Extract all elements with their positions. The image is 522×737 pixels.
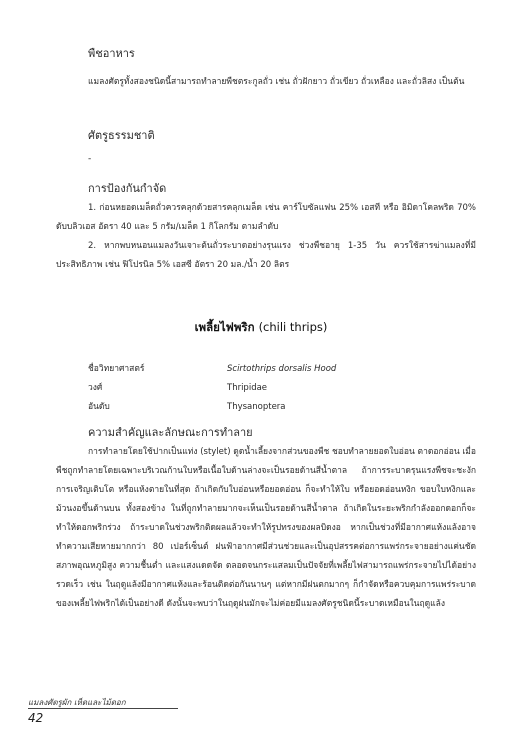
- taxonomy-row-family: [88, 380, 267, 394]
- taxonomy-label: ชื่อวิทยาศาสตร์: [88, 364, 145, 374]
- title-thai: เพลี้ยไฟพริก: [194, 320, 255, 334]
- page-number: 42: [28, 711, 44, 725]
- importance-heading: ความสำคัญและลักษณะการทำลาย: [88, 426, 253, 439]
- control-item-2: [56, 237, 476, 275]
- host-plants-heading: พืชอาหาร: [88, 47, 135, 60]
- footer-divider: [28, 708, 178, 709]
- natural-enemies-heading: ศัตรูธรรมชาติ: [88, 129, 155, 142]
- taxonomy-label: วงศ์: [88, 383, 103, 393]
- taxonomy-row-order: [88, 399, 286, 413]
- control-heading: การป้องกันกำจัด: [88, 182, 167, 195]
- host-plants-paragraph: [56, 73, 476, 92]
- control-item-1: [56, 199, 476, 237]
- footer-book-title: แมลงศัตรูผัก เห็ดและไม้ดอก: [28, 698, 126, 707]
- taxonomy-row-scientific-name: [88, 361, 336, 375]
- page-title: [0, 319, 522, 337]
- taxonomy-label: อันดับ: [88, 402, 110, 412]
- control-item-1-text: 1. ก่อนหยอดเมล็ดถั่วควรคลุกด้วยสารคลุกเมล็ด เช่น คาร์โบซัลแฟน 25% เอสที หรือ อิมิดาโคลพริด 70% ดับบลิวเอส อัตรา 40 และ 5 กรัม/เมล็ด 1 กิโลกรัม ตามลำดับ: [56, 203, 476, 232]
- natural-enemies-text: -: [88, 154, 92, 164]
- control-item-2-text: 2. หากพบหนอนแมลงวันเจาะต้นถั่วระบาดอย่างรุนแรง ช่วงพืชอายุ 1-35 วัน ควรใช้สารฆ่าแมลงที่มีประสิทธิภาพ เช่น ฟิโปรนิล 5% เอสซี อัตรา 20 มล./น้ำ 20 ลิตร: [56, 241, 476, 270]
- taxonomy-value: Thripidae: [227, 383, 268, 393]
- host-plants-text: แมลงศัตรูทั้งสองชนิดนี้สามารถทำลายพืชตระกูลถั่ว เช่น ถั่วฝักยาว ถั่วเขียว ถั่วเหลือง และถั่วลิสง เป็นต้น: [88, 77, 465, 87]
- importance-text: การทำลายโดยใช้ปากเป็นแท่ง (stylet) ดูดน้ำเลี้ยงจากส่วนของพืช ชอบทำลายยอดใบอ่อน ตาดอกอ่อน เมื่อพืชถูกทำลายโดยเฉพาะบริเวณก้านใบหรือเนื้อใบด้านล่างจะเป็นรอยด้านสีน้ำตาล ถ้าการระบาดรุนแรงพืชจะชะงักการเจริญเติบโต หรือแห้งตายในที่สุด ถ้าเกิดกับใบอ่อนหรือยอดอ่อน ก็จะทำให้ใบ หรือยอดอ่อนหงิก ขอบใบหงิกและม้วนงอขึ้นด้านบน ทั้งสองข้าง ในที่ถูกทำลายมากจะเห็นเป็นรอยด้านสีน้ำตาล ถ้าเกิดในระยะพริกกำลังออกดอกก็จะทำให้ดอกพริกร่วง ถ้าระบาดในช่วงพริกติดผลแล้วจะทำให้รูปทรงของผลบิดงอ หากเป็นช่วงที่มีอากาศแห้งแล้งอาจทำความเสียหายมากกว่า 80 เปอร์เซ็นต์ ฝนฟ้าอากาศมีส่วนช่วยและเป็นอุปสรรคต่อการแพร่กระจายอย่างแค่นชัด สภาพอุณหภูมิสูง ความชื้นต่ำ และแสงแดดจัด ตลอดจนกระแสลมเป็นปัจจัยที่เพลี้ยไฟสามารถแพร่กระจายไปได้อย่างรวดเร็ว เช่น ในฤดูแล้งมีอากาศแห้งและร้อนติดต่อกันนานๆ แต่หากมีฝนตกมากๆ ก็กำจัดหรือควบคุมการแพร่ระบาดของเพลี้ยไฟพริกได้เป็นอย่างดี ดังนั้นจะพบว่าในฤดูฝนมักจะไม่ค่อยมีแมลงศัตรูชนิดนี้ระบาดเหมือนในฤดูแล้ง: [56, 447, 476, 609]
- taxonomy-value: Scirtothrips dorsalis Hood: [227, 364, 337, 374]
- taxonomy-value: Thysanoptera: [227, 402, 286, 412]
- importance-paragraph: [56, 443, 476, 614]
- title-english: (chili thrips): [258, 320, 328, 334]
